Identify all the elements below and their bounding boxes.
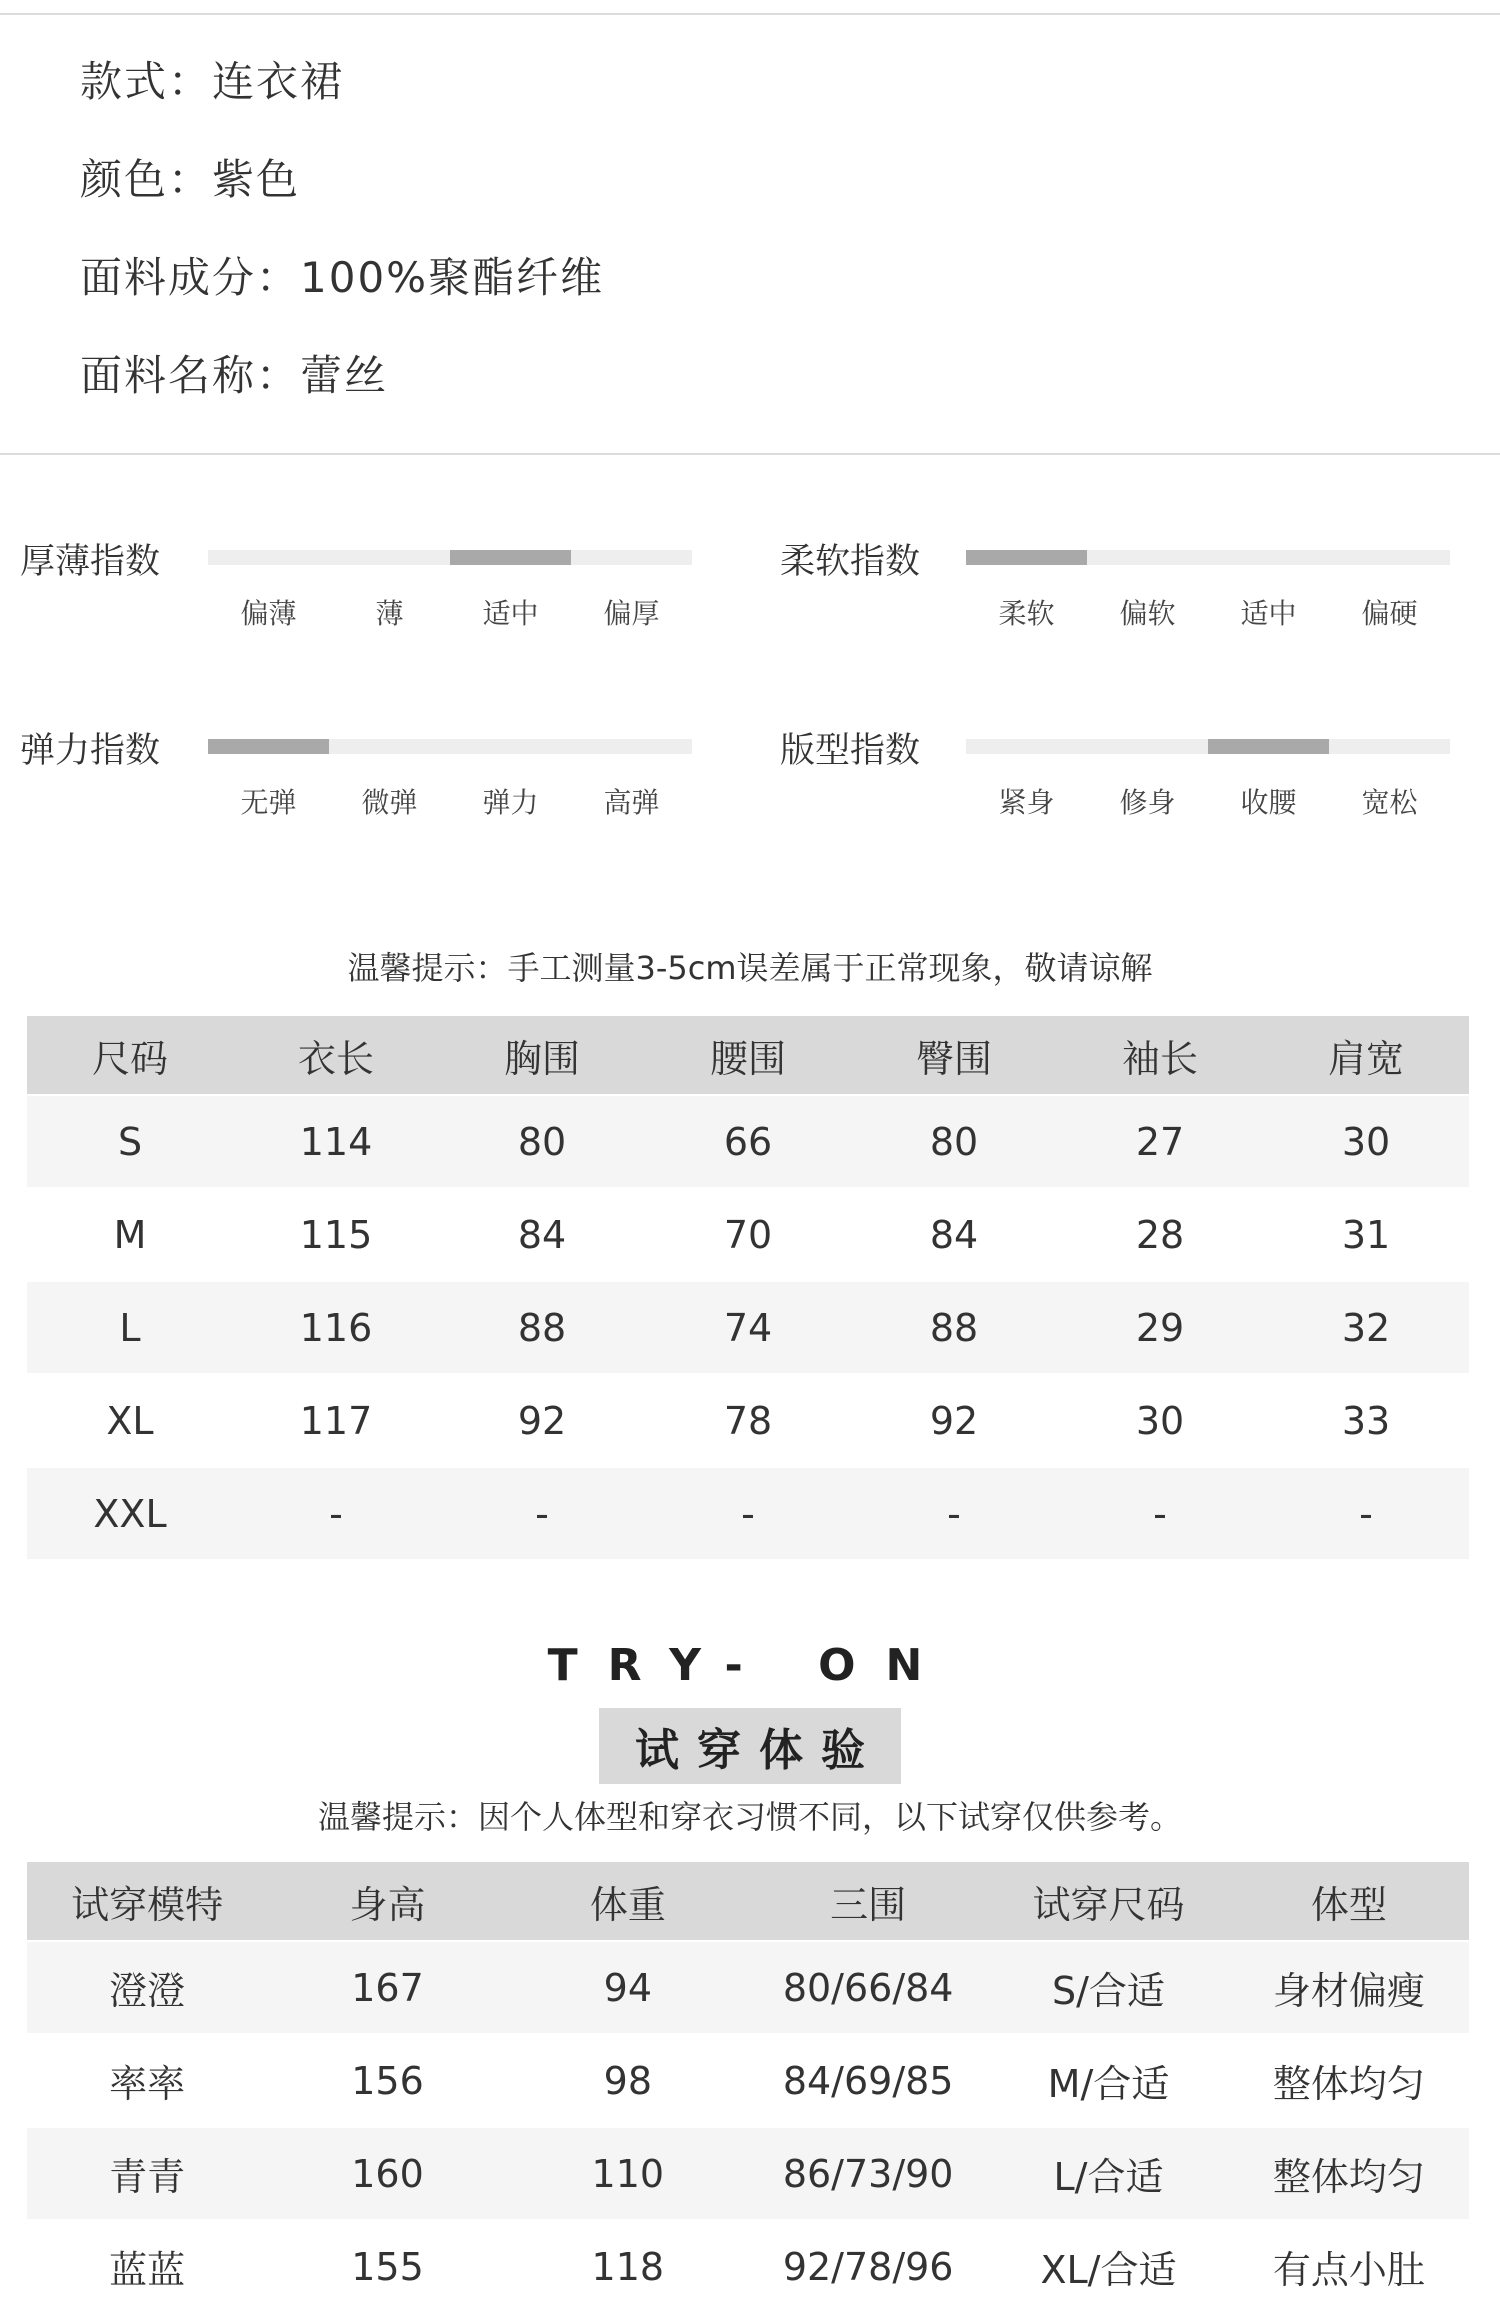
info-value: 连衣裙: [212, 57, 345, 106]
index-softness: [780, 534, 1500, 674]
table-cell: 84: [851, 1188, 1057, 1281]
index-option: 修身: [1119, 786, 1176, 819]
info-row-fabric: [80, 324, 604, 422]
table-cell: L: [27, 1281, 233, 1374]
table-cell: 30: [1263, 1095, 1469, 1188]
table-cell: 青青: [27, 2127, 267, 2220]
tryon-subtitle-wrap: [0, 1708, 1500, 1784]
info-value: 紫色: [212, 155, 301, 204]
table-cell: 110: [508, 2127, 748, 2220]
index-selected-segment: [450, 550, 571, 565]
table-row: [27, 1095, 1469, 1188]
product-info: [80, 30, 604, 422]
index-option: 收腰: [1240, 786, 1297, 819]
column-header: 肩宽: [1263, 1016, 1469, 1095]
table-cell: -: [439, 1467, 645, 1559]
table-cell: L/合适: [988, 2127, 1228, 2220]
table-cell: 160: [267, 2127, 507, 2220]
table-cell: 167: [267, 1941, 507, 2034]
table-cell: XL: [27, 1374, 233, 1467]
index-options: [208, 781, 692, 821]
table-cell: 80: [851, 1095, 1057, 1188]
table-row: [27, 1467, 1469, 1559]
table-cell: 114: [233, 1095, 439, 1188]
index-option: 适中: [482, 597, 539, 630]
table-row: [27, 2220, 1469, 2312]
info-label: 款式：: [80, 57, 213, 106]
column-header: 试穿尺码: [988, 1862, 1228, 1941]
table-cell: 80/66/84: [748, 1941, 988, 2034]
index-option: 微弹: [361, 786, 418, 819]
table-cell: S: [27, 1095, 233, 1188]
tryon-title: TRY- ON: [547, 1640, 953, 1691]
top-divider: [0, 13, 1500, 15]
table-cell: 88: [439, 1281, 645, 1374]
table-cell: 98: [508, 2034, 748, 2127]
table-cell: 70: [645, 1188, 851, 1281]
index-thickness: [20, 534, 740, 674]
index-selected-segment: [208, 739, 329, 754]
table-cell: S/合适: [988, 1941, 1228, 2034]
index-label: 版型指数: [780, 731, 921, 771]
table-row: [27, 2127, 1469, 2220]
table-cell: XL/合适: [988, 2220, 1228, 2312]
index-option: 宽松: [1361, 786, 1418, 819]
table-row: [27, 2034, 1469, 2127]
table-cell: 74: [645, 1281, 851, 1374]
column-header: 尺码: [27, 1016, 233, 1095]
table-cell: -: [645, 1467, 851, 1559]
table-cell: 整体均匀: [1229, 2034, 1469, 2127]
table-cell: 31: [1263, 1188, 1469, 1281]
column-header: 三围: [748, 1862, 988, 1941]
index-option: 偏薄: [240, 597, 297, 630]
table-cell: 32: [1263, 1281, 1469, 1374]
table-cell: 88: [851, 1281, 1057, 1374]
info-value: 100%聚酯纤维: [300, 253, 605, 302]
table-cell: 蓝蓝: [27, 2220, 267, 2312]
info-value: 蕾丝: [300, 351, 389, 400]
table-cell: 86/73/90: [748, 2127, 988, 2220]
size-note: 温馨提示：手工测量3-5cm误差属于正常现象，敬请谅解: [347, 949, 1153, 987]
index-track: [208, 739, 692, 754]
info-label: 颜色：: [80, 155, 213, 204]
tryon-subtitle: 试穿体验: [599, 1708, 901, 1784]
index-label: 弹力指数: [20, 731, 161, 771]
table-cell: -: [1057, 1467, 1263, 1559]
info-label: 面料成分：: [80, 253, 301, 302]
table-cell: 92: [439, 1374, 645, 1467]
table-cell: 116: [233, 1281, 439, 1374]
index-selected-segment: [966, 550, 1087, 565]
table-cell: 33: [1263, 1374, 1469, 1467]
info-label: 面料名称：: [80, 351, 301, 400]
table-cell: 84/69/85: [748, 2034, 988, 2127]
table-cell: 28: [1057, 1188, 1263, 1281]
table-cell: 94: [508, 1941, 748, 2034]
column-header: 试穿模特: [27, 1862, 267, 1941]
table-cell: 156: [267, 2034, 507, 2127]
column-header: 胸围: [439, 1016, 645, 1095]
table-cell: 有点小肚: [1229, 2220, 1469, 2312]
table-cell: 118: [508, 2220, 748, 2312]
table-cell: 29: [1057, 1281, 1263, 1374]
tryon-table-header: [27, 1862, 1469, 1941]
size-table-header: [27, 1016, 1469, 1095]
table-cell: 整体均匀: [1229, 2127, 1469, 2220]
table-cell: M/合适: [988, 2034, 1228, 2127]
table-cell: 115: [233, 1188, 439, 1281]
index-option: 柔软: [998, 597, 1055, 630]
index-option: 偏软: [1119, 597, 1176, 630]
index-selected-segment: [1208, 739, 1329, 754]
table-cell: 30: [1057, 1374, 1263, 1467]
index-elasticity: [20, 723, 740, 863]
tryon-table: [27, 1862, 1469, 2312]
index-option: 高弹: [603, 786, 660, 819]
index-option: 弹力: [482, 786, 539, 819]
column-header: 腰围: [645, 1016, 851, 1095]
table-cell: 澄澄: [27, 1941, 267, 2034]
index-track: [208, 550, 692, 565]
table-cell: 155: [267, 2220, 507, 2312]
index-track: [966, 550, 1450, 565]
size-table: [27, 1016, 1469, 1559]
info-row-color: [80, 128, 604, 226]
table-cell: M: [27, 1188, 233, 1281]
table-cell: 117: [233, 1374, 439, 1467]
index-options: [966, 592, 1450, 632]
index-options: [966, 781, 1450, 821]
index-option: 偏厚: [603, 597, 660, 630]
table-cell: -: [851, 1467, 1057, 1559]
index-option: 紧身: [998, 786, 1055, 819]
column-header: 袖长: [1057, 1016, 1263, 1095]
index-option: 薄: [375, 597, 404, 630]
index-label: 厚薄指数: [20, 542, 161, 582]
index-option: 无弹: [240, 786, 297, 819]
info-divider: [0, 453, 1500, 455]
table-row: [27, 1281, 1469, 1374]
table-cell: 66: [645, 1095, 851, 1188]
column-header: 体型: [1229, 1862, 1469, 1941]
index-fit: [780, 723, 1500, 863]
index-option: 适中: [1240, 597, 1297, 630]
table-cell: XXL: [27, 1467, 233, 1559]
table-cell: 84: [439, 1188, 645, 1281]
index-options: [208, 592, 692, 632]
table-row: [27, 1941, 1469, 2034]
table-cell: -: [233, 1467, 439, 1559]
info-row-composition: [80, 226, 604, 324]
index-option: 偏硬: [1361, 597, 1418, 630]
index-track: [966, 739, 1450, 754]
table-cell: 92/78/96: [748, 2220, 988, 2312]
table-row: [27, 1188, 1469, 1281]
table-cell: 92: [851, 1374, 1057, 1467]
table-cell: 80: [439, 1095, 645, 1188]
table-row: [27, 1374, 1469, 1467]
info-row-style: [80, 30, 604, 128]
table-cell: 身材偏瘦: [1229, 1941, 1469, 2034]
column-header: 衣长: [233, 1016, 439, 1095]
table-cell: 27: [1057, 1095, 1263, 1188]
table-cell: 率率: [27, 2034, 267, 2127]
column-header: 体重: [508, 1862, 748, 1941]
table-cell: 78: [645, 1374, 851, 1467]
index-label: 柔软指数: [780, 542, 921, 582]
column-header: 臀围: [851, 1016, 1057, 1095]
table-cell: -: [1263, 1467, 1469, 1559]
tryon-note: 温馨提示：因个人体型和穿衣习惯不同，以下试穿仅供参考。: [317, 1798, 1182, 1836]
column-header: 身高: [267, 1862, 507, 1941]
